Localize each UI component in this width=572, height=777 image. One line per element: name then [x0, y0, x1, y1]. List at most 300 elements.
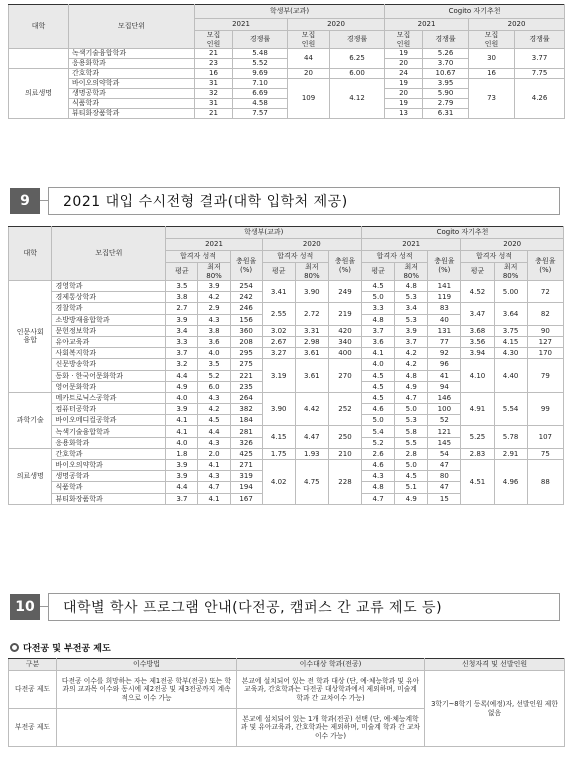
value-cell: 6.00 — [330, 69, 385, 79]
college-cell: 의료생명 — [9, 69, 69, 119]
header-2020-a: 2020 — [288, 19, 385, 31]
value-cell: 3.27 — [262, 348, 295, 359]
value-cell: 4.9 — [166, 381, 198, 392]
value-cell: 3.68 — [461, 325, 494, 336]
unit-cell: 뷰티화장품학과 — [69, 109, 195, 119]
value-cell: 3.77 — [515, 49, 565, 69]
value-cell: 4.1 — [198, 460, 230, 471]
value-cell: 3.8 — [166, 292, 198, 303]
value-cell: 21 — [195, 109, 233, 119]
connector-line — [40, 200, 48, 201]
value-cell: 5.0 — [395, 404, 428, 415]
value-cell: 3.8 — [198, 325, 230, 336]
value-cell: 19 — [385, 79, 423, 89]
subsection-heading — [10, 641, 111, 654]
value-cell: 4.1 — [198, 493, 230, 504]
unit-cell: 바이오의약학과 — [69, 79, 195, 89]
value-cell: 3.4 — [395, 303, 428, 314]
value-cell: 4.12 — [330, 79, 385, 119]
header-avg: 평균 — [461, 263, 494, 281]
target-cell: 본교에 설치되어 있는 전 학과 대상 (단, 예·체능학과 및 유아교육과, 간호학과는 다전공 대상학과에서 제외하며, 미술계 학과 간 교차이수 가능) — [237, 671, 425, 709]
value-cell: 52 — [428, 415, 461, 426]
value-cell: 4.2 — [198, 292, 230, 303]
value-cell: 5.5 — [395, 437, 428, 448]
value-cell: 4.1 — [166, 426, 198, 437]
value-cell: 5.3 — [395, 314, 428, 325]
value-cell: 3.9 — [166, 314, 198, 325]
value-cell: 3.4 — [166, 325, 198, 336]
value-cell: 121 — [428, 426, 461, 437]
table-row — [9, 336, 564, 347]
header-grade: 합격자 성적 — [262, 251, 328, 263]
value-cell: 4.3 — [198, 437, 230, 448]
unit-cell: 식품학과 — [69, 99, 195, 109]
header-rate: 경쟁률 — [233, 31, 288, 49]
value-cell: 4.0 — [166, 392, 198, 403]
table-row — [9, 303, 564, 314]
section-title: 대학별 학사 프로그램 안내(다전공, 캠퍼스 간 교류 제도 등) — [48, 593, 560, 621]
unit-cell: 응용화학과 — [69, 59, 195, 69]
value-cell: 2.79 — [423, 99, 469, 109]
header-student-record: 학생부(교과) — [195, 5, 385, 19]
value-cell: 3.5 — [166, 281, 198, 292]
header-2020-a: 2020 — [262, 239, 361, 251]
value-cell: 326 — [230, 437, 262, 448]
value-cell: 47 — [428, 482, 461, 493]
header-2020-b: 2020 — [469, 19, 565, 31]
header-cogito: Cogito 자기추천 — [362, 227, 564, 239]
header-unit: 모집단위 — [69, 5, 195, 49]
value-cell: 1.93 — [295, 448, 328, 459]
value-cell: 41 — [428, 370, 461, 381]
value-cell: 32 — [195, 89, 233, 99]
value-cell: 264 — [230, 392, 262, 403]
value-cell: 3.9 — [395, 325, 428, 336]
value-cell: 2.98 — [295, 336, 328, 347]
header-fill: 충원율 (%) — [328, 251, 361, 281]
value-cell: 250 — [328, 426, 361, 448]
table-row — [9, 325, 564, 336]
value-cell: 3.95 — [423, 79, 469, 89]
unit-cell: 생명공학과 — [52, 471, 166, 482]
header-grade: 합격자 성적 — [461, 251, 527, 263]
unit-cell: 경제통상학과 — [52, 292, 166, 303]
admission-competition-table — [8, 4, 565, 119]
value-cell: 23 — [195, 59, 233, 69]
unit-cell: 녹색기술융합학과 — [52, 426, 166, 437]
table-row — [9, 392, 564, 403]
value-cell: 4.5 — [362, 370, 395, 381]
program-table — [8, 658, 565, 747]
table-row — [9, 448, 564, 459]
value-cell: 90 — [527, 325, 563, 336]
value-cell: 4.4 — [166, 370, 198, 381]
header-cogito: Cogito 자기추천 — [385, 5, 565, 19]
value-cell: 73 — [469, 79, 515, 119]
section-title: 2021 대입 수시전형 결과(대학 입학처 제공) — [48, 187, 560, 215]
value-cell: 6.31 — [423, 109, 469, 119]
value-cell: 270 — [328, 359, 361, 393]
connector-line — [40, 606, 48, 607]
unit-cell: 뷰티화장품학과 — [52, 493, 166, 504]
value-cell: 54 — [428, 448, 461, 459]
value-cell: 4.91 — [461, 392, 494, 426]
value-cell: 252 — [328, 392, 361, 426]
header-college: 대학 — [9, 227, 52, 281]
value-cell: 5.4 — [362, 426, 395, 437]
value-cell: 2.55 — [262, 303, 295, 325]
value-cell: 3.5 — [198, 359, 230, 370]
unit-cell: 경찰학과 — [52, 303, 166, 314]
unit-cell: 신문방송학과 — [52, 359, 166, 370]
header-recruit: 모집 인원 — [195, 31, 233, 49]
value-cell: 4.8 — [395, 281, 428, 292]
table-row — [9, 460, 564, 471]
value-cell: 31 — [195, 79, 233, 89]
value-cell: 40 — [428, 314, 461, 325]
value-cell: 2.7 — [166, 303, 198, 314]
value-cell: 3.64 — [494, 303, 527, 325]
value-cell: 141 — [428, 281, 461, 292]
value-cell: 3.75 — [494, 325, 527, 336]
value-cell: 235 — [230, 381, 262, 392]
unit-cell: 문헌정보학과 — [52, 325, 166, 336]
value-cell: 4.58 — [233, 99, 288, 109]
value-cell: 271 — [230, 460, 262, 471]
header-avg: 평균 — [166, 263, 198, 281]
value-cell: 5.26 — [423, 49, 469, 59]
value-cell: 3.47 — [461, 303, 494, 325]
value-cell: 4.3 — [362, 471, 395, 482]
value-cell: 5.0 — [362, 415, 395, 426]
table-row — [9, 69, 565, 79]
value-cell: 4.42 — [295, 392, 328, 426]
value-cell: 119 — [428, 292, 461, 303]
table-row — [9, 359, 564, 370]
value-cell: 3.6 — [362, 336, 395, 347]
header-avg: 평균 — [262, 263, 295, 281]
value-cell: 3.31 — [295, 325, 328, 336]
unit-cell: 바이오메디컬공학과 — [52, 415, 166, 426]
value-cell: 77 — [428, 336, 461, 347]
value-cell: 5.48 — [233, 49, 288, 59]
admission-results-table — [8, 226, 564, 505]
value-cell: 4.15 — [262, 426, 295, 448]
value-cell: 6.0 — [198, 381, 230, 392]
value-cell: 2.91 — [494, 448, 527, 459]
value-cell: 3.61 — [295, 359, 328, 393]
header-2021-b: 2021 — [385, 19, 469, 31]
value-cell: 20 — [385, 89, 423, 99]
value-cell: 15 — [428, 493, 461, 504]
college-cell: 의료생명 — [9, 448, 52, 504]
subsection-title: 다전공 및 부전공 제도 — [23, 644, 111, 654]
value-cell: 24 — [385, 69, 423, 79]
value-cell: 7.57 — [233, 109, 288, 119]
value-cell: 319 — [230, 471, 262, 482]
value-cell: 7.10 — [233, 79, 288, 89]
header-min80: 최저 80% — [198, 263, 230, 281]
value-cell: 5.1 — [395, 482, 428, 493]
header-fill: 충원율 (%) — [230, 251, 262, 281]
value-cell: 382 — [230, 404, 262, 415]
value-cell: 2.83 — [461, 448, 494, 459]
header-target: 이수대상 학과(전공) — [237, 659, 425, 671]
header-method: 이수방법 — [57, 659, 237, 671]
value-cell: 242 — [230, 292, 262, 303]
value-cell: 21 — [195, 49, 233, 59]
value-cell: 83 — [428, 303, 461, 314]
value-cell: 3.7 — [166, 348, 198, 359]
header-unit: 모집단위 — [52, 227, 166, 281]
header-min80: 최저 80% — [494, 263, 527, 281]
table-row — [9, 281, 564, 292]
value-cell: 2.0 — [198, 448, 230, 459]
value-cell: 16 — [195, 69, 233, 79]
value-cell: 170 — [527, 348, 563, 359]
value-cell: 4.9 — [395, 381, 428, 392]
value-cell: 88 — [527, 460, 563, 505]
target-cell: 본교에 설치되어 있는 1개 학과(전공) 선택 (단, 예·체능계학과 및 유아교육과, 간호학과는 제외하며, 미술계 학과 간 교차 이수 가능) — [237, 709, 425, 747]
value-cell: 5.0 — [395, 460, 428, 471]
value-cell: 92 — [428, 348, 461, 359]
value-cell: 4.5 — [198, 415, 230, 426]
value-cell: 79 — [527, 359, 563, 393]
value-cell: 3.9 — [166, 471, 198, 482]
value-cell: 4.47 — [295, 426, 328, 448]
value-cell: 281 — [230, 426, 262, 437]
unit-cell: 응용화학과 — [52, 437, 166, 448]
value-cell: 400 — [328, 348, 361, 359]
value-cell: 109 — [288, 79, 330, 119]
college-cell: 과학기술 — [9, 392, 52, 448]
value-cell: 420 — [328, 325, 361, 336]
value-cell: 3.6 — [198, 336, 230, 347]
value-cell: 80 — [428, 471, 461, 482]
value-cell: 4.3 — [198, 392, 230, 403]
value-cell: 5.54 — [494, 392, 527, 426]
unit-cell: 바이오의약학과 — [52, 460, 166, 471]
value-cell: 4.6 — [362, 460, 395, 471]
value-cell: 4.4 — [198, 426, 230, 437]
unit-cell: 컴퓨터공학과 — [52, 404, 166, 415]
value-cell: 4.2 — [198, 404, 230, 415]
unit-cell: 간호학과 — [69, 69, 195, 79]
header-recruit: 모집 인원 — [385, 31, 423, 49]
value-cell: 99 — [527, 392, 563, 426]
circle-bullet-icon — [10, 643, 19, 652]
value-cell: 4.7 — [362, 493, 395, 504]
value-cell: 5.25 — [461, 426, 494, 448]
value-cell: 4.0 — [198, 348, 230, 359]
header-2021-a: 2021 — [195, 19, 288, 31]
table-row — [9, 426, 564, 437]
value-cell: 3.56 — [461, 336, 494, 347]
header-2021-b: 2021 — [362, 239, 461, 251]
method-cell: 다전공 이수를 희망하는 자는 제1전공 학부(전공) 또는 학과의 교과목 이수와 동시에 제2전공 및 제3전공까지 계속적으로 이수 가능 — [57, 671, 237, 709]
value-cell: 3.3 — [166, 336, 198, 347]
value-cell: 82 — [527, 303, 563, 325]
value-cell: 4.7 — [198, 482, 230, 493]
unit-cell: 유아교육과 — [52, 336, 166, 347]
value-cell: 2.8 — [395, 448, 428, 459]
section-number: 10 — [10, 594, 40, 620]
value-cell: 360 — [230, 325, 262, 336]
value-cell: 208 — [230, 336, 262, 347]
value-cell: 4.8 — [362, 314, 395, 325]
value-cell: 100 — [428, 404, 461, 415]
value-cell: 4.4 — [166, 482, 198, 493]
value-cell: 145 — [428, 437, 461, 448]
value-cell: 127 — [527, 336, 563, 347]
header-qualification: 신청자격 및 선발인원 — [425, 659, 565, 671]
qualification-cell: 3학기~8학기 등록(예정)자, 선발인원 제한 없음 — [425, 671, 565, 747]
value-cell: 3.90 — [262, 392, 295, 426]
value-cell: 4.3 — [198, 471, 230, 482]
value-cell: 9.69 — [233, 69, 288, 79]
header-student-record: 학생부(교과) — [166, 227, 362, 239]
value-cell: 425 — [230, 448, 262, 459]
value-cell: 5.3 — [395, 292, 428, 303]
college-cell: 인문사회 융합 — [9, 281, 52, 393]
value-cell: 4.0 — [362, 359, 395, 370]
section-9-header — [8, 186, 564, 216]
value-cell: 19 — [385, 99, 423, 109]
value-cell: 4.5 — [395, 471, 428, 482]
value-cell: 72 — [527, 281, 563, 303]
value-cell: 131 — [428, 325, 461, 336]
value-cell: 5.52 — [233, 59, 288, 69]
value-cell: 4.2 — [395, 359, 428, 370]
value-cell: 5.2 — [198, 370, 230, 381]
unit-cell: 녹색기술융합학과 — [69, 49, 195, 59]
unit-cell: 경영학과 — [52, 281, 166, 292]
unit-cell: 영어문화학과 — [52, 381, 166, 392]
value-cell: 4.96 — [494, 460, 527, 505]
unit-cell: 소방방재융합학과 — [52, 314, 166, 325]
header-rate: 경쟁률 — [515, 31, 565, 49]
unit-cell: 식품학과 — [52, 482, 166, 493]
value-cell: 3.90 — [295, 281, 328, 303]
value-cell: 6.25 — [330, 49, 385, 69]
value-cell: 94 — [428, 381, 461, 392]
value-cell: 2.72 — [295, 303, 328, 325]
unit-cell: 사회복지학과 — [52, 348, 166, 359]
value-cell: 5.90 — [423, 89, 469, 99]
value-cell: 4.10 — [461, 359, 494, 393]
header-fill: 충원율 (%) — [527, 251, 563, 281]
value-cell: 3.3 — [362, 303, 395, 314]
value-cell: 2.9 — [198, 303, 230, 314]
header-type: 구분 — [9, 659, 57, 671]
value-cell: 254 — [230, 281, 262, 292]
value-cell: 5.2 — [362, 437, 395, 448]
header-grade: 합격자 성적 — [166, 251, 230, 263]
value-cell: 7.75 — [515, 69, 565, 79]
value-cell: 4.1 — [166, 415, 198, 426]
value-cell: 4.8 — [362, 482, 395, 493]
value-cell: 249 — [328, 281, 361, 303]
value-cell: 2.6 — [362, 448, 395, 459]
value-cell: 44 — [288, 49, 330, 69]
table-row — [9, 671, 565, 709]
value-cell: 4.75 — [295, 460, 328, 505]
value-cell: 20 — [288, 69, 330, 79]
value-cell: 3.41 — [262, 281, 295, 303]
value-cell: 4.0 — [166, 437, 198, 448]
value-cell: 4.5 — [362, 381, 395, 392]
table-row — [9, 348, 564, 359]
section-10-header — [8, 592, 564, 622]
value-cell: 3.9 — [166, 404, 198, 415]
value-cell: 184 — [230, 415, 262, 426]
value-cell: 4.1 — [362, 348, 395, 359]
value-cell: 19 — [385, 49, 423, 59]
value-cell: 3.70 — [423, 59, 469, 69]
value-cell: 5.00 — [494, 281, 527, 303]
header-avg: 평균 — [362, 263, 395, 281]
unit-cell: 메카트로닉스공학과 — [52, 392, 166, 403]
value-cell: 75 — [527, 448, 563, 459]
value-cell: 3.7 — [166, 493, 198, 504]
value-cell: 219 — [328, 303, 361, 325]
value-cell: 3.19 — [262, 359, 295, 393]
value-cell: 4.15 — [494, 336, 527, 347]
value-cell: 3.7 — [395, 336, 428, 347]
value-cell: 3.9 — [198, 281, 230, 292]
value-cell: 20 — [385, 59, 423, 69]
value-cell: 156 — [230, 314, 262, 325]
header-rate: 경쟁률 — [423, 31, 469, 49]
value-cell: 4.40 — [494, 359, 527, 393]
value-cell: 4.51 — [461, 460, 494, 505]
table-row — [9, 49, 565, 59]
value-cell: 4.6 — [362, 404, 395, 415]
value-cell: 4.8 — [395, 370, 428, 381]
header-fill: 충원율 (%) — [428, 251, 461, 281]
value-cell: 47 — [428, 460, 461, 471]
value-cell: 221 — [230, 370, 262, 381]
value-cell: 4.30 — [494, 348, 527, 359]
value-cell: 30 — [469, 49, 515, 69]
header-recruit: 모집 인원 — [469, 31, 515, 49]
college-cell — [9, 49, 69, 69]
value-cell: 4.26 — [515, 79, 565, 119]
value-cell: 4.5 — [362, 281, 395, 292]
value-cell: 107 — [527, 426, 563, 448]
value-cell: 4.5 — [362, 392, 395, 403]
value-cell: 1.75 — [262, 448, 295, 459]
value-cell: 31 — [195, 99, 233, 109]
value-cell: 16 — [469, 69, 515, 79]
value-cell: 3.9 — [166, 460, 198, 471]
value-cell: 13 — [385, 109, 423, 119]
value-cell: 4.3 — [198, 314, 230, 325]
section-number: 9 — [10, 188, 40, 214]
value-cell: 2.67 — [262, 336, 295, 347]
value-cell: 228 — [328, 460, 361, 505]
value-cell: 3.7 — [362, 325, 395, 336]
value-cell: 167 — [230, 493, 262, 504]
value-cell: 246 — [230, 303, 262, 314]
header-rate: 경쟁률 — [330, 31, 385, 49]
header-college: 대학 — [9, 5, 69, 49]
value-cell: 194 — [230, 482, 262, 493]
unit-cell: 간호학과 — [52, 448, 166, 459]
value-cell: 295 — [230, 348, 262, 359]
value-cell: 4.52 — [461, 281, 494, 303]
value-cell: 3.94 — [461, 348, 494, 359]
